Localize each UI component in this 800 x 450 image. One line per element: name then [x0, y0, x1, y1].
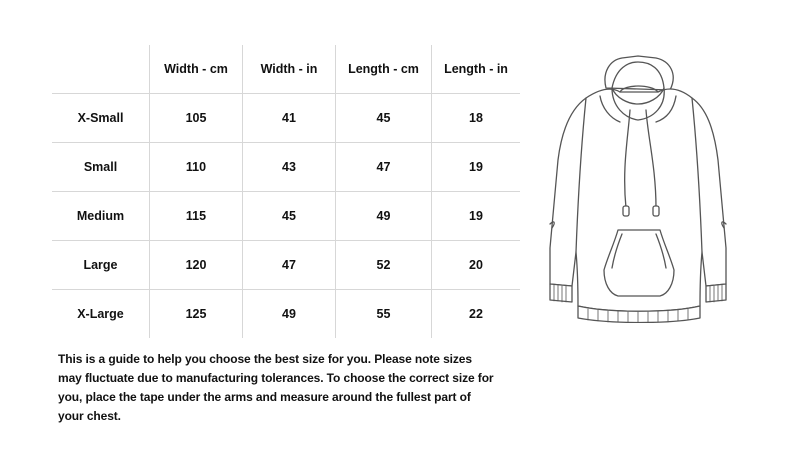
length-cm-cell: 49	[336, 192, 432, 241]
size-label: Medium	[52, 192, 150, 241]
table-row	[52, 94, 520, 143]
length-cm-cell: 55	[336, 290, 432, 339]
hoodie-icon	[520, 48, 752, 323]
header-size	[52, 45, 150, 94]
width-cm-cell: 125	[150, 290, 243, 339]
width-in-cell: 43	[243, 143, 336, 192]
size-label: X-Small	[52, 94, 150, 143]
header-length-cm: Length - cm	[336, 45, 432, 94]
size-label: X-Large	[77, 307, 124, 321]
width-in-cell: 49	[243, 290, 336, 339]
size-chart-table	[52, 45, 520, 338]
length-in-cell: 19	[432, 192, 521, 241]
width-cm-cell: 115	[150, 192, 243, 241]
length-in-cell: 19	[432, 143, 521, 192]
sizing-guide-note: This is a guide to help you choose the best size for you. Please note sizes may fluctuate due to manufacturing tolerances. To choose the correct size for you, place the tape under the arms and measure around the fullest part of your chest.	[58, 352, 494, 423]
width-in-cell: 47	[243, 241, 336, 290]
width-cm-cell: 105	[150, 94, 243, 143]
width-in-cell: 41	[243, 94, 336, 143]
table-row	[52, 290, 520, 339]
length-in-cell: 22	[432, 290, 521, 339]
size-label: Small	[52, 143, 150, 192]
length-in-cell: 20	[432, 241, 521, 290]
table-header-row	[52, 45, 520, 94]
length-cm-cell: 47	[336, 143, 432, 192]
size-label: Large	[52, 241, 150, 290]
length-in-cell: 18	[432, 94, 521, 143]
header-width-in: Width - in	[243, 45, 336, 94]
length-cm-cell: 45	[336, 94, 432, 143]
table-row	[52, 192, 520, 241]
width-cm-cell: 110	[150, 143, 243, 192]
table-row	[52, 241, 520, 290]
width-in-cell: 45	[243, 192, 336, 241]
width-cm-cell: 120	[150, 241, 243, 290]
length-cm-cell: 52	[336, 241, 432, 290]
header-length-in: Length - in	[432, 45, 521, 94]
table-row	[52, 143, 520, 192]
header-width-cm: Width - cm	[150, 45, 243, 94]
